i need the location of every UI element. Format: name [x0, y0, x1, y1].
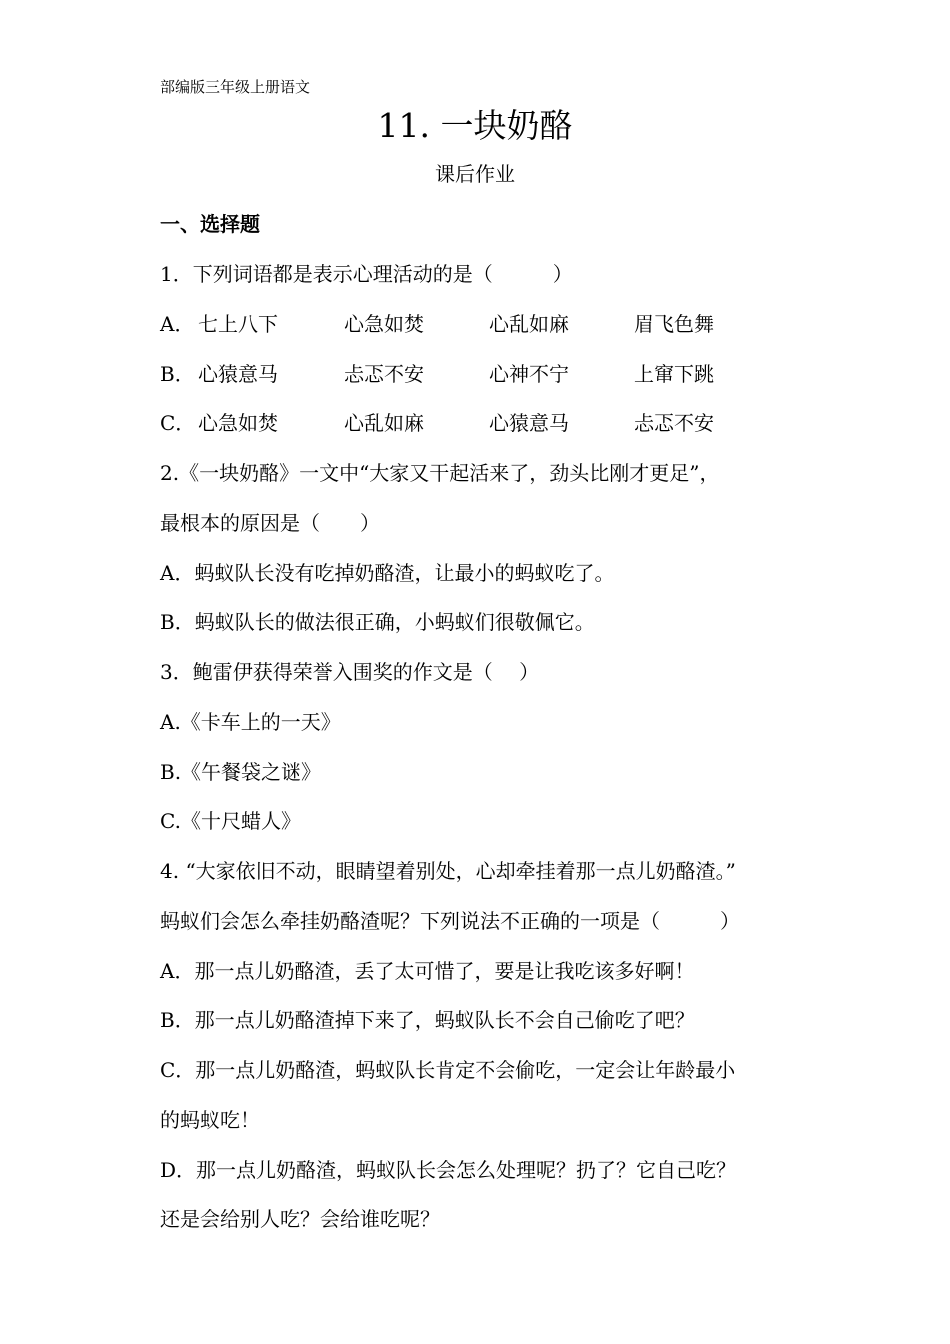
lesson-title: 11. 一块奶酪: [377, 106, 573, 145]
option-label: C．: [160, 411, 196, 435]
question-2-stem: 2.《一块奶酪》一文中“大家又干起活来了，劲头比刚才更足”，: [160, 461, 720, 485]
question-4-option-c: C．那一点儿奶酪渣，蚂蚁队长肯定不会偷吃，一定会让年龄最小: [160, 1058, 736, 1082]
option-word: 眉飞色舞: [634, 312, 714, 336]
question-4-stem: 4. “大家依旧不动，眼睛望着别处，心却牵挂着那一点儿奶酪渣。”: [160, 859, 736, 883]
header-note: 部编版三年级上册语文: [160, 78, 311, 96]
lesson-subtitle: 课后作业: [435, 162, 515, 186]
question-4-option-d: D．那一点儿奶酪渣，蚂蚁队长会怎么处理呢？扔了？它自己吃？: [160, 1158, 737, 1182]
question-4-option-a: A．那一点儿奶酪渣，丢了太可惜了，要是让我吃该多好啊！: [160, 959, 695, 983]
option-word: 上窜下跳: [634, 362, 714, 386]
option-word: 忐忑不安: [634, 411, 714, 435]
section-heading: 一、选择题: [160, 212, 260, 236]
option-word: 心神不宁: [489, 362, 569, 386]
question-4-option-b: B．那一点儿奶酪渣掉下来了，蚂蚁队长不会自己偷吃了吧？: [160, 1008, 695, 1032]
question-2-stem-continued: 最根本的原因是（ ）: [160, 511, 380, 535]
option-word: 心急如焚: [198, 411, 278, 435]
question-2-option-a: A．蚂蚁队长没有吃掉奶酪渣，让最小的蚂蚁吃了。: [160, 561, 615, 585]
option-label: A．: [160, 312, 195, 336]
question-3-option-a: A.《卡车上的一天》: [160, 710, 341, 734]
option-word: 心猿意马: [198, 362, 278, 386]
question-4-option-c-continued: 的蚂蚁吃！: [160, 1108, 260, 1132]
option-label: B．: [160, 362, 195, 386]
question-3-option-b: B.《午餐袋之谜》: [160, 760, 322, 784]
question-2-option-b: B．蚂蚁队长的做法很正确，小蚂蚁们很敬佩它。: [160, 610, 595, 634]
question-4-option-d-continued: 还是会给别人吃？会给谁吃呢？: [160, 1207, 440, 1231]
option-word: 心乱如麻: [344, 411, 424, 435]
option-word: 心猿意马: [489, 411, 569, 435]
question-3-stem: 3．鲍雷伊获得荣誉入围奖的作文是（ ）: [160, 660, 540, 684]
question-4-stem-continued: 蚂蚁们会怎么牵挂奶酪渣呢？下列说法不正确的一项是（ ）: [160, 909, 740, 933]
option-word: 心急如焚: [344, 312, 424, 336]
question-1-stem: 1．下列词语都是表示心理活动的是（ ）: [160, 262, 573, 286]
question-3-option-c: C.《十尺蜡人》: [160, 809, 301, 833]
option-word: 心乱如麻: [489, 312, 569, 336]
option-word: 七上八下: [198, 312, 278, 336]
option-word: 忐忑不安: [344, 362, 424, 386]
